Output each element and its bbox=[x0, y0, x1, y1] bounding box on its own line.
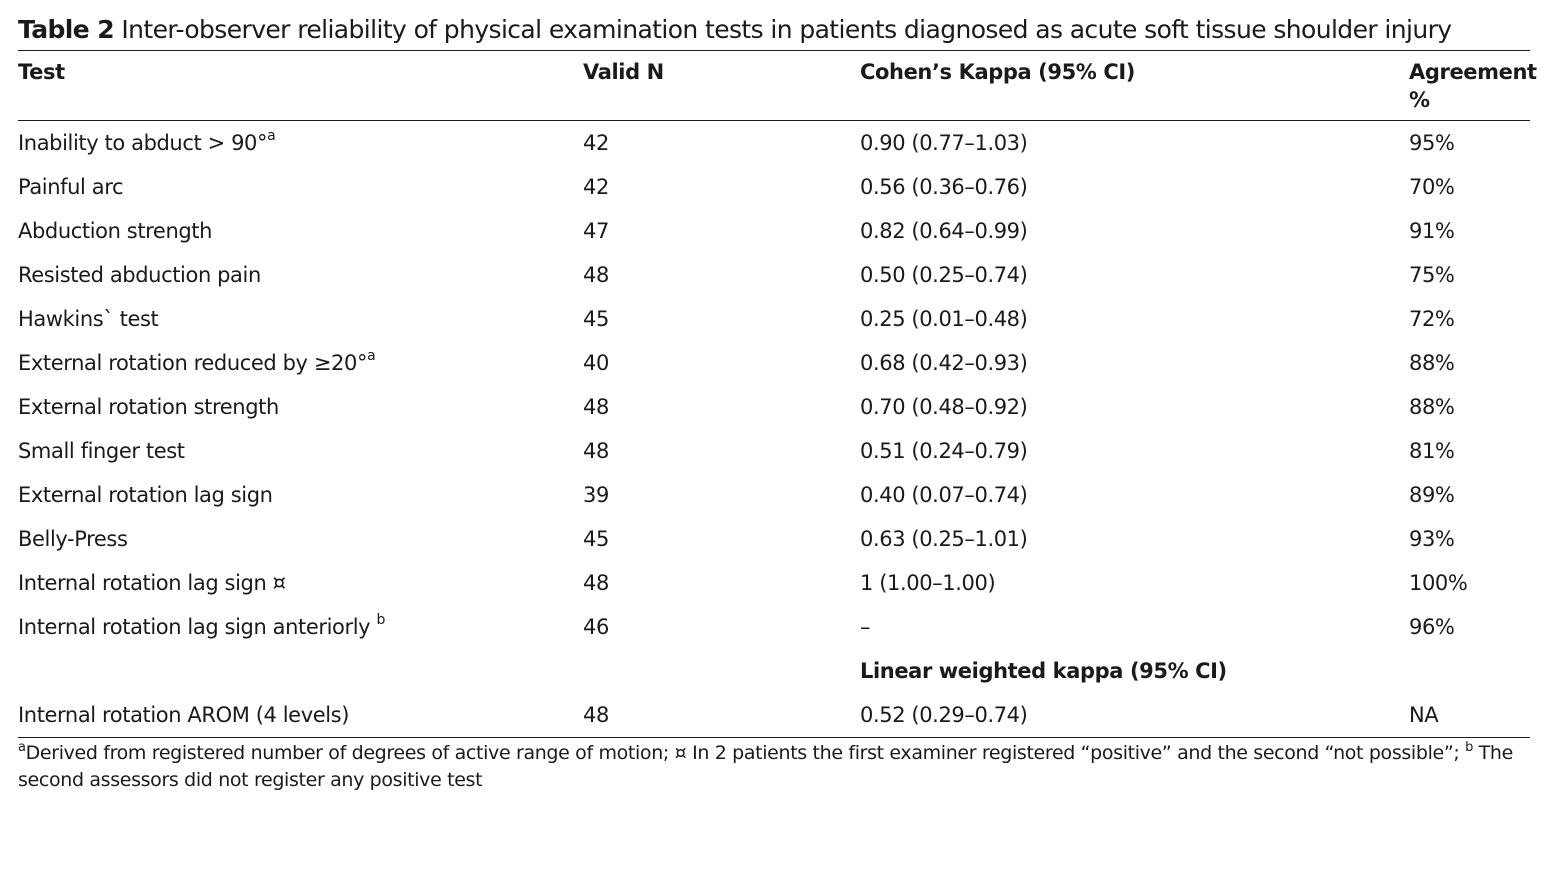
table-row bbox=[18, 693, 1530, 738]
cell-kappa: 0.25 (0.01–0.48) bbox=[860, 307, 1028, 331]
cell-kappa: 0.90 (0.77–1.03) bbox=[860, 131, 1028, 155]
table-row bbox=[18, 297, 1530, 341]
footnote-marker: a bbox=[367, 348, 376, 364]
col-header-agreement: Agreement % bbox=[1409, 51, 1530, 121]
footnote-marker-b: b bbox=[1465, 740, 1473, 755]
cell-kappa: 0.40 (0.07–0.74) bbox=[860, 483, 1028, 507]
cell-test: Abduction strength bbox=[18, 219, 213, 243]
cell-kappa: 0.52 (0.29–0.74) bbox=[860, 703, 1028, 727]
footnote-marker: a bbox=[267, 128, 276, 144]
table-row bbox=[18, 165, 1530, 209]
cell-agreement: 91% bbox=[1409, 219, 1455, 243]
table-footnote bbox=[18, 740, 1530, 794]
cell-kappa: 0.50 (0.25–0.74) bbox=[860, 263, 1028, 287]
cell-test: Inability to abduct > 90°$^a$ bbox=[18, 128, 276, 155]
table-row bbox=[18, 253, 1530, 297]
table-row bbox=[18, 385, 1530, 429]
sub-header-row bbox=[18, 649, 1530, 693]
cell-test: Small finger test bbox=[18, 439, 185, 463]
table-row bbox=[18, 341, 1530, 385]
table-row bbox=[18, 605, 1530, 649]
cell-valid-n: 42 bbox=[583, 175, 609, 199]
cell-kappa: 0.51 (0.24–0.79) bbox=[860, 439, 1028, 463]
sub-header-weighted-kappa: Linear weighted kappa (95% CI) bbox=[860, 659, 1227, 683]
cell-valid-n: 42 bbox=[583, 131, 609, 155]
col-header-valid-n: Valid N bbox=[583, 51, 860, 121]
reliability-table bbox=[18, 50, 1537, 738]
col-header-test: Test bbox=[18, 51, 583, 121]
cell-valid-n: 46 bbox=[583, 615, 609, 639]
table-row bbox=[18, 209, 1530, 253]
cell-valid-n: 48 bbox=[583, 703, 609, 727]
cell-agreement: 88% bbox=[1409, 395, 1455, 419]
cell-kappa: 0.82 (0.64–0.99) bbox=[860, 219, 1028, 243]
cell-valid-n: 48 bbox=[583, 263, 609, 287]
cell-test: Internal rotation AROM (4 levels) bbox=[18, 703, 350, 727]
cell-kappa: 0.63 (0.25–1.01) bbox=[860, 527, 1028, 551]
table-row bbox=[18, 561, 1530, 605]
cell-agreement: 100% bbox=[1409, 571, 1468, 595]
cell-valid-n: 48 bbox=[583, 571, 609, 595]
cell-agreement: 72% bbox=[1409, 307, 1455, 331]
cell-agreement: 75% bbox=[1409, 263, 1455, 287]
cell-agreement: 95% bbox=[1409, 131, 1455, 155]
cell-test: Internal rotation lag sign ¤ bbox=[18, 571, 286, 595]
cell-test: Internal rotation lag sign anteriorly $^b$ bbox=[18, 612, 385, 639]
cell-test: Resisted abduction pain bbox=[18, 263, 261, 287]
footnote-text-2: The second assessors did not register any positive test bbox=[18, 742, 1513, 791]
cell-agreement: 88% bbox=[1409, 351, 1455, 375]
cell-valid-n: 45 bbox=[583, 307, 609, 331]
cell-agreement: 93% bbox=[1409, 527, 1455, 551]
cell-valid-n: 40 bbox=[583, 351, 609, 375]
cell-agreement: NA bbox=[1409, 703, 1439, 727]
table-row bbox=[18, 429, 1530, 473]
cell-valid-n: 45 bbox=[583, 527, 609, 551]
table-figure bbox=[18, 14, 1537, 794]
header-row bbox=[18, 51, 1530, 121]
cell-test: Painful arc bbox=[18, 175, 124, 199]
cell-test: Hawkins` test bbox=[18, 307, 159, 331]
cell-agreement: 89% bbox=[1409, 483, 1455, 507]
table-row bbox=[18, 121, 1530, 166]
caption-text: Inter-observer reliability of physical examination tests in patients diagnosed as acute soft tissue shoulder injury bbox=[114, 15, 1452, 44]
footnote-marker: b bbox=[376, 612, 385, 628]
cell-test: External rotation strength bbox=[18, 395, 279, 419]
footnote-marker-a: a bbox=[18, 740, 26, 755]
table-row bbox=[18, 473, 1530, 517]
cell-agreement: 96% bbox=[1409, 615, 1455, 639]
cell-test: External rotation reduced by ≥20°$^a$ bbox=[18, 348, 376, 375]
cell-test: Belly-Press bbox=[18, 527, 128, 551]
cell-valid-n: 48 bbox=[583, 395, 609, 419]
cell-test: External rotation lag sign bbox=[18, 483, 273, 507]
footnote-text-1: Derived from registered number of degrees of active range of motion; ¤ In 2 patients the first examiner registered “positive” and the second “not possible”; bbox=[25, 742, 1466, 764]
table-row bbox=[18, 517, 1530, 561]
cell-kappa: 1 (1.00–1.00) bbox=[860, 571, 996, 595]
cell-kappa: 0.70 (0.48–0.92) bbox=[860, 395, 1028, 419]
cell-valid-n: 47 bbox=[583, 219, 609, 243]
cell-kappa: 0.68 (0.42–0.93) bbox=[860, 351, 1028, 375]
col-header-kappa: Cohen’s Kappa (95% CI) bbox=[860, 51, 1409, 121]
cell-kappa: 0.56 (0.36–0.76) bbox=[860, 175, 1028, 199]
cell-valid-n: 39 bbox=[583, 483, 609, 507]
table-caption bbox=[18, 14, 1530, 46]
cell-kappa: – bbox=[860, 615, 871, 639]
caption-label: Table 2 bbox=[18, 15, 115, 44]
cell-valid-n: 48 bbox=[583, 439, 609, 463]
cell-agreement: 81% bbox=[1409, 439, 1455, 463]
cell-agreement: 70% bbox=[1409, 175, 1455, 199]
